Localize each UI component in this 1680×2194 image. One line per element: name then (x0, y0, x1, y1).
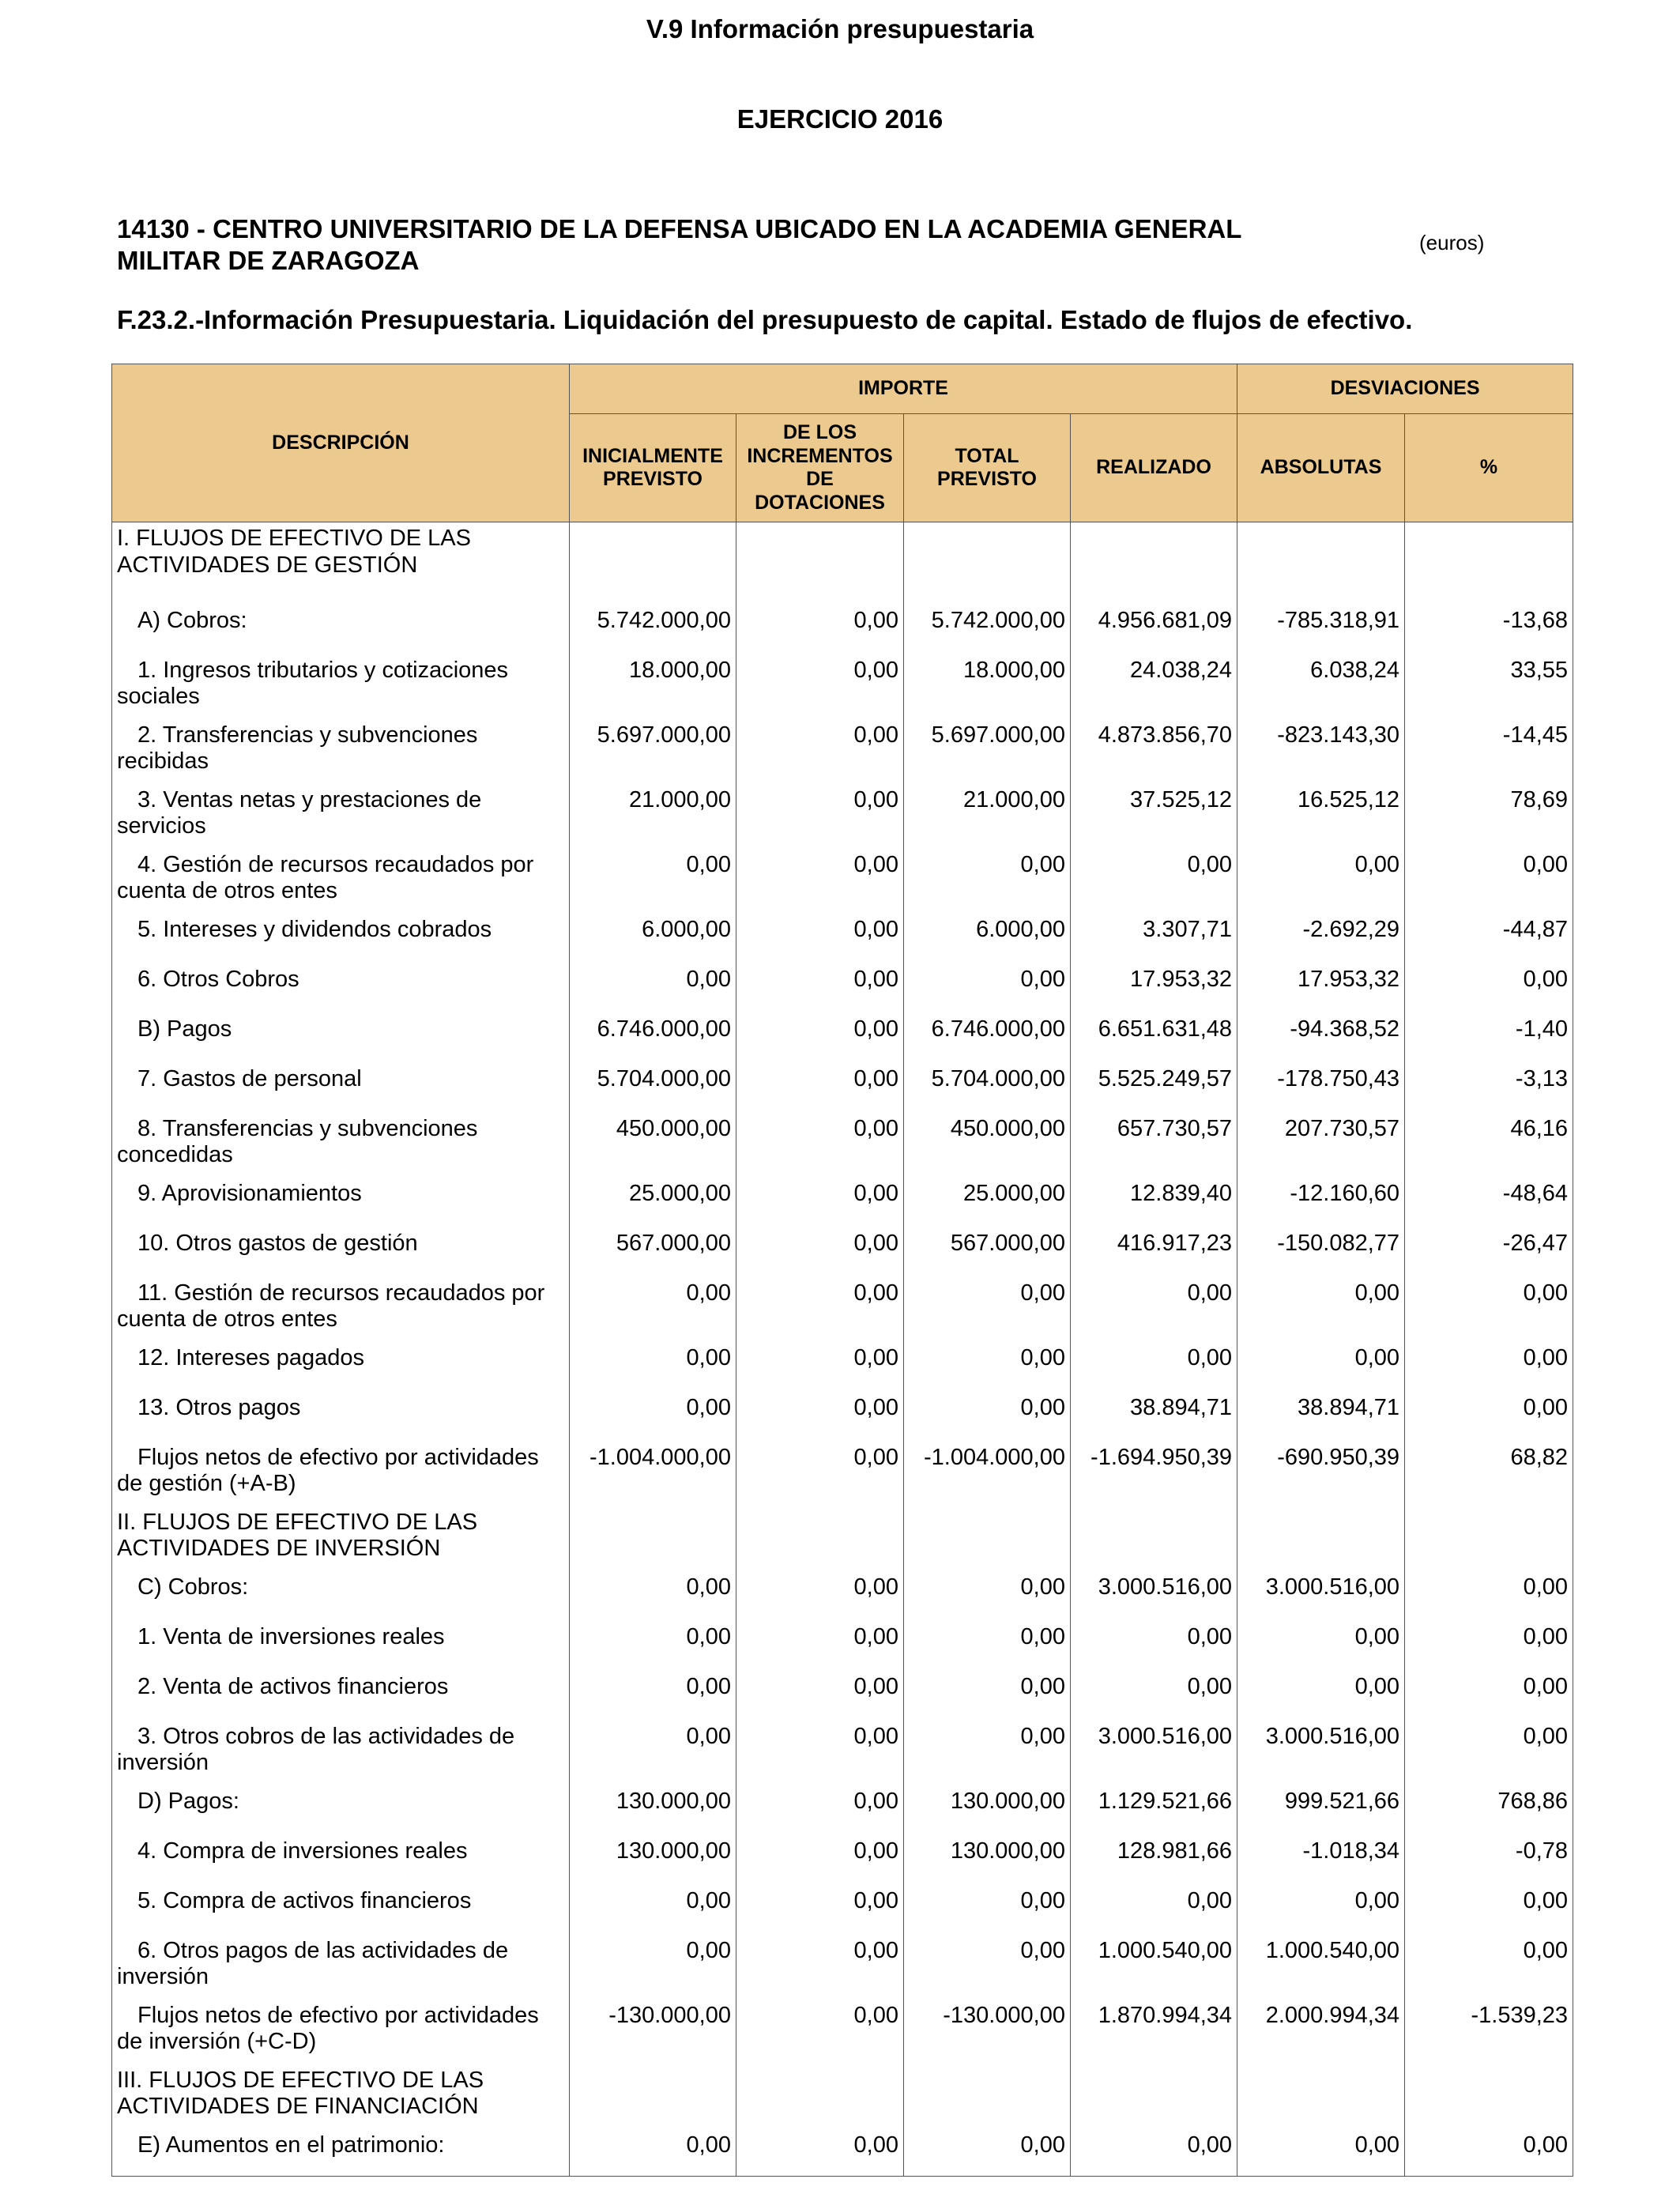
row-value: 0,00 (1237, 1885, 1405, 1935)
row-value (1405, 1506, 1573, 1571)
row-value: 0,00 (1237, 1277, 1405, 1342)
row-value: 657.730,57 (1071, 1113, 1237, 1178)
row-description-text: III. FLUJOS DE EFECTIVO DE LAS ACTIVIDADES DE FINANCIACIÓN (117, 2067, 484, 2120)
table-row (112, 1342, 1573, 1392)
row-description (112, 784, 570, 849)
row-value: -0,78 (1405, 1835, 1573, 1885)
row-value: 0,00 (904, 1392, 1071, 1442)
row-description (112, 1621, 570, 1671)
row-value: 0,00 (1071, 1671, 1237, 1721)
row-value: 4.956.681,09 (1071, 605, 1237, 654)
row-description-text: 9. Aprovisionamientos (137, 1180, 362, 1206)
row-value: 38.894,71 (1071, 1392, 1237, 1442)
row-description-text: 13. Otros pagos (137, 1394, 301, 1420)
row-description-text: 6. Otros pagos de las actividades de inversión (117, 1937, 509, 1990)
column-header-total: TOTAL PREVISTO (904, 414, 1071, 522)
row-value (1071, 1506, 1237, 1571)
table-row (112, 1178, 1573, 1227)
table-row (112, 849, 1573, 914)
row-value (1237, 2064, 1405, 2129)
row-description-text: 4. Compra de inversiones reales (137, 1838, 468, 1864)
row-value: 0,00 (904, 1621, 1071, 1671)
table-row (112, 914, 1573, 963)
row-value (904, 1506, 1071, 1571)
row-description-text: II. FLUJOS DE EFECTIVO DE LAS ACTIVIDADES DE INVERSIÓN (117, 1509, 478, 1562)
row-value: 0,00 (1071, 1342, 1237, 1392)
row-value: 0,00 (1405, 1342, 1573, 1392)
row-value: 130.000,00 (570, 1835, 736, 1885)
row-value: 416.917,23 (1071, 1227, 1237, 1277)
table-row (112, 2129, 1573, 2177)
row-value: 1.000.540,00 (1071, 1935, 1237, 2000)
row-value: -13,68 (1405, 605, 1573, 654)
row-value: 0,00 (904, 1571, 1071, 1621)
row-description-text: 1. Venta de inversiones reales (137, 1623, 445, 1649)
row-value: 3.000.516,00 (1237, 1721, 1405, 1785)
row-value: -1.694.950,39 (1071, 1442, 1237, 1506)
row-value: 17.953,32 (1071, 963, 1237, 1013)
table-row (112, 1721, 1573, 1785)
row-description-text: 8. Transferencias y subvenciones concedidas (117, 1115, 478, 1168)
row-value: 0,00 (904, 849, 1071, 914)
table-row (112, 1571, 1573, 1621)
row-value: 130.000,00 (904, 1835, 1071, 1885)
row-value: 0,00 (1237, 2129, 1405, 2177)
row-description (112, 719, 570, 784)
column-header-pct: % (1405, 414, 1573, 522)
row-value: 0,00 (1071, 1885, 1237, 1935)
row-value: 21.000,00 (904, 784, 1071, 849)
row-description (112, 1835, 570, 1885)
row-value: 0,00 (736, 914, 904, 963)
row-value: 0,00 (736, 1063, 904, 1113)
table-row (112, 963, 1573, 1013)
table-row (112, 522, 1573, 605)
row-value: 3.000.516,00 (1071, 1571, 1237, 1621)
row-value: 0,00 (1405, 1392, 1573, 1442)
row-value: 0,00 (904, 1342, 1071, 1392)
row-value: 24.038,24 (1071, 654, 1237, 719)
table-row (112, 1013, 1573, 1063)
row-value: 25.000,00 (570, 1178, 736, 1227)
row-value: 1.129.521,66 (1071, 1785, 1237, 1835)
row-value: -130.000,00 (570, 2000, 736, 2064)
row-value: 3.000.516,00 (1071, 1721, 1237, 1785)
row-description-text: Flujos netos de efectivo por actividades de inversión (+C-D) (117, 2002, 539, 2055)
row-value: 0,00 (736, 1277, 904, 1342)
row-value (1071, 2064, 1237, 2129)
row-description (112, 1113, 570, 1178)
group-header-importe: IMPORTE (570, 364, 1237, 414)
table-row (112, 1885, 1573, 1935)
row-description-text: 4. Gestión de recursos recaudados por cuenta de otros entes (117, 851, 534, 904)
row-value: 6.746.000,00 (570, 1013, 736, 1063)
column-header-incrementos: DE LOS INCREMENTOS DE DOTACIONES (736, 414, 904, 522)
row-description (112, 605, 570, 654)
row-value: -44,87 (1405, 914, 1573, 963)
row-value: 5.742.000,00 (904, 605, 1071, 654)
row-value: 18.000,00 (904, 654, 1071, 719)
row-value: 0,00 (570, 1571, 736, 1621)
row-description-text: 2. Transferencias y subvenciones recibidas (117, 722, 478, 775)
row-value: 0,00 (904, 963, 1071, 1013)
row-value: 0,00 (736, 2000, 904, 2064)
row-value: 0,00 (904, 1935, 1071, 2000)
row-description-text: D) Pagos: (137, 1788, 239, 1814)
table-row (112, 1113, 1573, 1178)
row-value: 0,00 (570, 1392, 736, 1442)
row-value (736, 522, 904, 605)
row-value: -12.160,60 (1237, 1178, 1405, 1227)
currency-unit: (euros) (1419, 231, 1485, 254)
row-value: 0,00 (736, 963, 904, 1013)
row-value (736, 2064, 904, 2129)
row-value: 0,00 (1405, 2129, 1573, 2177)
row-description-text: Flujos netos de efectivo por actividades de gestión (+A-B) (117, 1444, 539, 1497)
row-value: 21.000,00 (570, 784, 736, 849)
row-value: -1,40 (1405, 1013, 1573, 1063)
group-header-desviaciones: DESVIACIONES (1237, 364, 1573, 414)
row-description-text: A) Cobros: (137, 607, 247, 633)
row-value: 38.894,71 (1237, 1392, 1405, 1442)
cash-flow-table (111, 364, 1573, 2177)
row-value: 0,00 (736, 1621, 904, 1671)
row-value (1237, 1506, 1405, 1571)
row-value: 6.000,00 (570, 914, 736, 963)
row-description (112, 2129, 570, 2177)
row-value: 0,00 (736, 1442, 904, 1506)
row-value: 567.000,00 (570, 1227, 736, 1277)
row-value: 6.746.000,00 (904, 1013, 1071, 1063)
row-value (1405, 522, 1573, 605)
section-title: V.9 Información presupuestaria (646, 14, 1034, 43)
row-value: 5.704.000,00 (904, 1063, 1071, 1113)
row-description (112, 1392, 570, 1442)
row-description-text: C) Cobros: (137, 1574, 249, 1600)
report-title: F.23.2.-Información Presupuestaria. Liquidación del presupuesto de capital. Estado de flujos de efectivo. (117, 305, 1413, 334)
row-value: -785.318,91 (1237, 605, 1405, 654)
row-value: 0,00 (736, 1227, 904, 1277)
row-value: 12.839,40 (1071, 1178, 1237, 1227)
row-description (112, 1721, 570, 1785)
row-value: 128.981,66 (1071, 1835, 1237, 1885)
row-value: 4.873.856,70 (1071, 719, 1237, 784)
row-description (112, 654, 570, 719)
row-value: 5.697.000,00 (570, 719, 736, 784)
row-value: 0,00 (904, 1671, 1071, 1721)
row-description-text: 10. Otros gastos de gestión (137, 1230, 418, 1256)
row-value: 0,00 (736, 849, 904, 914)
row-value: 0,00 (1071, 1621, 1237, 1671)
row-description (112, 849, 570, 914)
row-value: 0,00 (570, 2129, 736, 2177)
table-row (112, 654, 1573, 719)
row-description-text: 3. Ventas netas y prestaciones de servicios (117, 786, 482, 839)
table-row (112, 1935, 1573, 2000)
row-value: -1.004.000,00 (904, 1442, 1071, 1506)
table-row (112, 1063, 1573, 1113)
row-value: 0,00 (1405, 1935, 1573, 2000)
row-description (112, 1342, 570, 1392)
row-value: 130.000,00 (904, 1785, 1071, 1835)
row-description (112, 963, 570, 1013)
row-value: 0,00 (736, 1342, 904, 1392)
row-value: 1.870.994,34 (1071, 2000, 1237, 2064)
row-value: 0,00 (1071, 2129, 1237, 2177)
row-value: 0,00 (736, 1785, 904, 1835)
row-value: 0,00 (736, 784, 904, 849)
row-value: 2.000.994,34 (1237, 2000, 1405, 2064)
row-description-text: 2. Venta de activos financieros (137, 1673, 449, 1699)
row-description (112, 522, 570, 605)
row-value: 0,00 (736, 605, 904, 654)
table-row (112, 605, 1573, 654)
table-row (112, 2000, 1573, 2064)
row-value: -2.692,29 (1237, 914, 1405, 963)
row-description-text: 5. Compra de activos financieros (137, 1887, 472, 1913)
table-row (112, 1277, 1573, 1342)
row-value (904, 522, 1071, 605)
table-row (112, 1506, 1573, 1571)
row-description-text: 11. Gestión de recursos recaudados por cuenta de otros entes (117, 1280, 545, 1333)
row-description (112, 1063, 570, 1113)
row-value (1237, 522, 1405, 605)
row-value: 46,16 (1405, 1113, 1573, 1178)
row-value: 0,00 (570, 1621, 736, 1671)
row-value: 18.000,00 (570, 654, 736, 719)
exercise-year: EJERCICIO 2016 (736, 104, 944, 134)
row-value: 0,00 (1237, 1621, 1405, 1671)
row-value: 0,00 (736, 1671, 904, 1721)
row-description-text: 6. Otros Cobros (137, 966, 299, 992)
row-value: 0,00 (736, 719, 904, 784)
row-value: 567.000,00 (904, 1227, 1071, 1277)
row-value: -1.539,23 (1405, 2000, 1573, 2064)
row-value: 0,00 (1071, 849, 1237, 914)
row-value: 6.000,00 (904, 914, 1071, 963)
row-description-text: B) Pagos (137, 1016, 232, 1042)
table-row (112, 1392, 1573, 1442)
table-row (112, 2064, 1573, 2129)
row-value: -1.004.000,00 (570, 1442, 736, 1506)
table-row (112, 1227, 1573, 1277)
row-value: 0,00 (1405, 1885, 1573, 1935)
row-value (904, 2064, 1071, 2129)
entity-name: 14130 - CENTRO UNIVERSITARIO DE LA DEFENSA UBICADO EN LA ACADEMIA GENERAL MILITAR DE ZARAGOZA (117, 214, 1241, 275)
row-value: 999.521,66 (1237, 1785, 1405, 1835)
table-row (112, 1785, 1573, 1835)
row-description (112, 1506, 570, 1571)
row-value: -48,64 (1405, 1178, 1573, 1227)
row-description (112, 1178, 570, 1227)
row-description (112, 1935, 570, 2000)
row-value: 78,69 (1405, 784, 1573, 849)
row-value: 0,00 (570, 963, 736, 1013)
row-value: 0,00 (570, 1671, 736, 1721)
row-value: 0,00 (736, 2129, 904, 2177)
row-value: 0,00 (904, 1721, 1071, 1785)
row-value: 0,00 (736, 654, 904, 719)
row-value (736, 1506, 904, 1571)
row-value: 1.000.540,00 (1237, 1935, 1405, 2000)
row-value: 0,00 (1071, 1277, 1237, 1342)
row-value: 0,00 (1405, 1671, 1573, 1721)
row-value: 0,00 (570, 849, 736, 914)
row-description (112, 1013, 570, 1063)
row-description (112, 1785, 570, 1835)
row-value (570, 2064, 736, 2129)
row-description-text: 3. Otros cobros de las actividades de inversión (117, 1723, 515, 1776)
row-value: 6.038,24 (1237, 654, 1405, 719)
row-value: 0,00 (1405, 1571, 1573, 1621)
row-value: -14,45 (1405, 719, 1573, 784)
row-value: 16.525,12 (1237, 784, 1405, 849)
row-value: 0,00 (904, 2129, 1071, 2177)
table-row (112, 784, 1573, 849)
row-description (112, 914, 570, 963)
row-description (112, 2064, 570, 2129)
row-description-text: 1. Ingresos tributarios y cotizaciones sociales (117, 657, 509, 710)
row-value: 450.000,00 (904, 1113, 1071, 1178)
row-value: 0,00 (736, 1935, 904, 2000)
row-description (112, 1571, 570, 1621)
row-value: 0,00 (570, 1342, 736, 1392)
row-description-text: E) Aumentos en el patrimonio: (137, 2132, 445, 2158)
table-row (112, 1835, 1573, 1885)
row-value: 130.000,00 (570, 1785, 736, 1835)
row-value: 0,00 (1405, 1621, 1573, 1671)
row-value: 68,82 (1405, 1442, 1573, 1506)
column-header-absolutas: ABSOLUTAS (1237, 414, 1405, 522)
table-row (112, 1621, 1573, 1671)
row-value: -130.000,00 (904, 2000, 1071, 2064)
row-value: 37.525,12 (1071, 784, 1237, 849)
row-value: 0,00 (570, 1935, 736, 2000)
table-row (112, 1671, 1573, 1721)
row-value: 768,86 (1405, 1785, 1573, 1835)
row-value: 33,55 (1405, 654, 1573, 719)
row-value: 0,00 (570, 1885, 736, 1935)
row-value: 0,00 (1237, 1342, 1405, 1392)
column-header-descripcion: DESCRIPCIÓN (112, 364, 570, 522)
row-value: 0,00 (736, 1721, 904, 1785)
row-value: -823.143,30 (1237, 719, 1405, 784)
row-description-text: 12. Intereses pagados (137, 1344, 364, 1370)
table-header (112, 364, 1573, 522)
row-value: 0,00 (1237, 849, 1405, 914)
column-header-inicial: INICIALMENTE PREVISTO (570, 414, 736, 522)
row-value: -26,47 (1405, 1227, 1573, 1277)
row-value: 5.704.000,00 (570, 1063, 736, 1113)
row-value: 0,00 (736, 1885, 904, 1935)
row-value: 0,00 (736, 1178, 904, 1227)
row-value: 25.000,00 (904, 1178, 1071, 1227)
row-value: 0,00 (1405, 849, 1573, 914)
row-value: 0,00 (736, 1392, 904, 1442)
row-value: 0,00 (904, 1277, 1071, 1342)
row-value: -3,13 (1405, 1063, 1573, 1113)
row-description (112, 1885, 570, 1935)
row-value: -1.018,34 (1237, 1835, 1405, 1885)
row-value: 3.307,71 (1071, 914, 1237, 963)
row-value: 17.953,32 (1237, 963, 1405, 1013)
row-value: 0,00 (904, 1885, 1071, 1935)
row-description (112, 1671, 570, 1721)
row-value (1071, 522, 1237, 605)
column-header-realizado: REALIZADO (1071, 414, 1237, 522)
row-value: 0,00 (1405, 1277, 1573, 1342)
table-row (112, 1442, 1573, 1506)
row-value (1405, 2064, 1573, 2129)
row-value: 0,00 (736, 1013, 904, 1063)
table-row (112, 719, 1573, 784)
row-description (112, 2000, 570, 2064)
row-value: 5.697.000,00 (904, 719, 1071, 784)
row-value: 0,00 (1405, 1721, 1573, 1785)
row-value: 0,00 (736, 1835, 904, 1885)
row-value: 0,00 (1237, 1671, 1405, 1721)
row-value: 207.730,57 (1237, 1113, 1405, 1178)
row-value: 5.742.000,00 (570, 605, 736, 654)
row-description-text: 7. Gastos de personal (137, 1065, 362, 1091)
row-value: 0,00 (736, 1571, 904, 1621)
row-value: 0,00 (570, 1277, 736, 1342)
row-value: 3.000.516,00 (1237, 1571, 1405, 1621)
row-value: 6.651.631,48 (1071, 1013, 1237, 1063)
row-value: 450.000,00 (570, 1113, 736, 1178)
row-value: 5.525.249,57 (1071, 1063, 1237, 1113)
row-value (570, 522, 736, 605)
row-description (112, 1277, 570, 1342)
row-value: 0,00 (1405, 963, 1573, 1013)
row-description-text: 5. Intereses y dividendos cobrados (137, 916, 492, 942)
row-value: -690.950,39 (1237, 1442, 1405, 1506)
row-value (570, 1506, 736, 1571)
row-description (112, 1227, 570, 1277)
row-description-text: I. FLUJOS DE EFECTIVO DE LAS ACTIVIDADES DE GESTIÓN (117, 526, 471, 578)
row-description (112, 1442, 570, 1506)
row-value: 0,00 (736, 1113, 904, 1178)
row-value: 0,00 (570, 1721, 736, 1785)
row-value: -150.082,77 (1237, 1227, 1405, 1277)
row-value: -94.368,52 (1237, 1013, 1405, 1063)
table-body (112, 522, 1573, 2177)
row-value: -178.750,43 (1237, 1063, 1405, 1113)
